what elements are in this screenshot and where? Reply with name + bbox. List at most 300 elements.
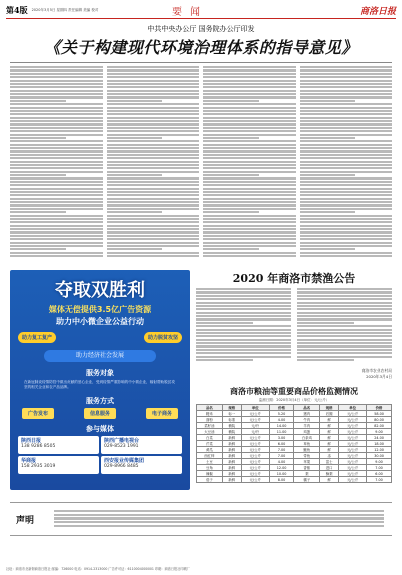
text-line xyxy=(10,238,103,240)
text-line xyxy=(107,140,200,142)
table-cell: 元/公斤 xyxy=(339,477,367,483)
price-table-header: 单位 xyxy=(339,405,367,411)
text-line xyxy=(297,352,392,354)
text-line xyxy=(300,235,393,237)
article-column xyxy=(107,66,200,266)
table-cell: 新鲜 xyxy=(222,453,241,459)
text-line xyxy=(196,335,291,337)
text-line xyxy=(300,242,393,244)
table-cell: 18.00 xyxy=(367,441,392,447)
text-line xyxy=(297,295,392,297)
text-line xyxy=(203,137,259,139)
text-line xyxy=(10,248,66,250)
table-cell: 梨 xyxy=(294,471,320,477)
text-line xyxy=(10,130,103,132)
text-line xyxy=(10,69,103,71)
table-cell: 新鲜 xyxy=(222,447,241,453)
table-cell: 鲜 xyxy=(320,429,339,435)
table-cell: 元/升 xyxy=(241,429,269,435)
text-line xyxy=(107,204,200,206)
text-line xyxy=(203,218,296,220)
text-line xyxy=(300,211,356,213)
text-line xyxy=(203,201,296,203)
text-line xyxy=(203,255,296,257)
ad-method: 广告发布 xyxy=(22,408,54,419)
table-cell: 西红柿 xyxy=(197,453,223,459)
text-line xyxy=(203,184,296,186)
text-line xyxy=(203,76,296,78)
table-cell: 58.00 xyxy=(367,411,392,417)
text-line xyxy=(10,117,103,119)
text-line xyxy=(300,191,393,193)
table-cell: 新鲜 xyxy=(222,435,241,441)
text-line xyxy=(107,157,200,159)
text-line xyxy=(300,198,393,200)
text-line xyxy=(107,154,200,156)
text-line xyxy=(203,154,296,156)
text-line xyxy=(300,110,393,112)
table-cell: 桶装 xyxy=(222,429,241,435)
text-line xyxy=(300,96,393,98)
text-line xyxy=(203,208,296,210)
text-line xyxy=(10,218,103,220)
text-line xyxy=(196,356,291,358)
table-cell: 草鱼 xyxy=(294,441,320,447)
text-line xyxy=(10,100,66,102)
text-line xyxy=(300,76,393,78)
text-line xyxy=(54,521,384,523)
text-line xyxy=(196,349,291,351)
table-cell: 鲜 xyxy=(320,423,339,429)
table-cell: 80.00 xyxy=(367,417,392,423)
text-line xyxy=(10,83,103,85)
text-line xyxy=(300,83,393,85)
text-line xyxy=(10,150,103,152)
text-line xyxy=(10,245,103,247)
ad-method-title: 服务方式 xyxy=(86,397,114,405)
text-line xyxy=(107,167,200,169)
table-cell: 元/公斤 xyxy=(241,441,269,447)
table-cell: 11.00 xyxy=(269,429,294,435)
text-line xyxy=(300,201,393,203)
text-line xyxy=(297,322,354,324)
table-cell: 元/公斤 xyxy=(241,465,269,471)
ad-method: 信息服务 xyxy=(84,408,116,419)
text-line xyxy=(10,235,103,237)
text-line xyxy=(10,93,103,95)
text-line xyxy=(300,147,393,149)
text-line xyxy=(300,66,393,68)
text-line xyxy=(10,127,103,129)
text-line xyxy=(300,73,393,75)
text-line xyxy=(300,221,393,223)
price-table-note: 监测日期：2020年3月4日（单位：元/公斤） xyxy=(258,398,330,402)
table-cell: 标一 xyxy=(222,411,241,417)
ad-method: 电子商务 xyxy=(146,408,178,419)
text-line xyxy=(107,198,200,200)
text-line xyxy=(300,100,356,102)
text-line xyxy=(10,140,103,142)
text-line xyxy=(300,194,393,196)
declaration-block xyxy=(10,502,392,536)
text-line xyxy=(107,69,200,71)
contact-org: 陕西广播电视台 xyxy=(104,438,140,444)
text-line xyxy=(196,342,291,344)
text-line xyxy=(107,100,163,102)
text-line xyxy=(107,150,200,152)
text-line xyxy=(10,188,103,190)
table-cell: 元/公斤 xyxy=(339,435,367,441)
text-line xyxy=(107,130,200,132)
table-cell: 茄子 xyxy=(197,477,223,483)
text-line xyxy=(300,86,393,88)
table-cell: 牛肉 xyxy=(294,417,320,423)
text-line xyxy=(107,188,200,190)
text-line xyxy=(300,164,393,166)
table-cell: 猪肉 xyxy=(294,411,320,417)
text-line xyxy=(107,184,200,186)
ad-contact-card xyxy=(101,436,182,454)
table-cell: 5.20 xyxy=(269,411,294,417)
table-cell: 大豆油 xyxy=(197,429,223,435)
table-cell: 橘子 xyxy=(294,477,320,483)
text-line xyxy=(203,191,296,193)
text-line xyxy=(10,242,103,244)
text-line xyxy=(297,349,392,351)
text-line xyxy=(10,90,103,92)
text-line xyxy=(107,238,200,240)
price-table xyxy=(196,404,392,483)
text-line xyxy=(300,174,356,176)
text-line xyxy=(107,171,200,173)
text-line xyxy=(203,177,296,179)
contact-org: 陕西日报 xyxy=(21,438,42,444)
table-cell: 元/公斤 xyxy=(339,465,367,471)
table-cell: 元/公斤 xyxy=(339,447,367,453)
masthead-left xyxy=(6,5,98,16)
text-line xyxy=(10,76,103,78)
text-line xyxy=(300,140,393,142)
text-line xyxy=(203,134,296,136)
contact-org: 华商报 xyxy=(21,458,37,464)
text-line xyxy=(203,161,296,163)
text-line xyxy=(300,144,393,146)
table-row xyxy=(197,477,392,483)
text-line xyxy=(297,329,392,331)
price-table-header: 规格 xyxy=(320,405,339,411)
table-cell: 9.00 xyxy=(367,429,392,435)
text-line xyxy=(196,312,291,314)
text-line xyxy=(203,238,296,240)
table-cell: 元/公斤 xyxy=(241,471,269,477)
text-line xyxy=(300,103,393,105)
text-line xyxy=(10,157,103,159)
text-line xyxy=(10,191,103,193)
text-line xyxy=(10,147,103,149)
text-line xyxy=(300,177,393,179)
text-line xyxy=(107,120,200,122)
table-cell: 元/公斤 xyxy=(339,471,367,477)
table-cell: 鲜 xyxy=(320,435,339,441)
text-line xyxy=(196,308,291,310)
table-cell: 元/公斤 xyxy=(339,429,367,435)
article-issuer: 中共中央办公厅 国务院办公厅印发 xyxy=(147,25,255,33)
text-line xyxy=(107,194,200,196)
text-line xyxy=(196,315,291,317)
text-line xyxy=(203,211,259,213)
text-line xyxy=(300,171,393,173)
table-cell: 元/公斤 xyxy=(241,453,269,459)
text-line xyxy=(196,295,291,297)
text-line xyxy=(203,181,296,183)
table-cell: 鸡蛋 xyxy=(294,429,320,435)
text-line xyxy=(10,154,103,156)
text-line xyxy=(10,255,103,257)
text-line xyxy=(196,352,291,354)
table-cell: 元/公斤 xyxy=(241,477,269,483)
text-line xyxy=(203,66,296,68)
contact-tel: 029-8966 8485 xyxy=(104,464,139,469)
notice-body xyxy=(196,288,392,361)
table-cell: 香蕉 xyxy=(294,465,320,471)
price-table-header: 单位 xyxy=(241,405,269,411)
table-cell: 7.00 xyxy=(367,477,392,483)
text-line xyxy=(107,164,200,166)
text-line xyxy=(300,218,393,220)
text-line xyxy=(297,339,392,341)
text-line xyxy=(203,110,296,112)
headline-rule xyxy=(10,62,392,63)
text-line xyxy=(10,123,103,125)
text-line xyxy=(107,80,200,82)
text-line xyxy=(300,161,393,163)
text-line xyxy=(196,302,291,304)
table-cell: 进口 xyxy=(320,465,339,471)
text-line xyxy=(300,113,393,115)
text-line xyxy=(203,96,296,98)
text-line xyxy=(300,215,393,217)
text-line xyxy=(300,107,393,109)
table-cell: 粳米 xyxy=(197,411,223,417)
ad-slogan: 夺取双胜利 xyxy=(55,280,145,301)
text-line xyxy=(203,157,296,159)
table-cell: 新鲜 xyxy=(222,459,241,465)
table-cell: 芹菜 xyxy=(197,441,223,447)
text-line xyxy=(196,325,291,327)
ad-contact-card xyxy=(18,456,99,474)
text-line xyxy=(10,215,103,217)
text-line xyxy=(107,248,163,250)
text-line xyxy=(203,235,296,237)
price-table-title: 商洛市粮油等重要商品价格监测情况 xyxy=(230,386,358,396)
text-line xyxy=(297,335,392,337)
ad-line-2: 助力中小微企业公益行动 xyxy=(56,317,144,326)
text-line xyxy=(300,117,393,119)
text-line xyxy=(203,140,296,142)
ad-action-banner: 助力经济社会发展 xyxy=(44,350,156,362)
text-line xyxy=(107,215,200,217)
text-line xyxy=(10,137,66,139)
price-table-header: 价格 xyxy=(367,405,392,411)
text-line xyxy=(107,93,200,95)
text-line xyxy=(300,245,393,247)
table-cell: 元/公斤 xyxy=(339,423,367,429)
table-cell: 酥梨 xyxy=(320,471,339,477)
text-line xyxy=(10,73,103,75)
text-line xyxy=(203,73,296,75)
text-line xyxy=(10,107,103,109)
text-line xyxy=(10,144,103,146)
edition-meta: 2020年3月5日 星期四 责任编辑 美编 校对 xyxy=(31,7,99,12)
table-cell: 白菜 xyxy=(197,435,223,441)
text-line xyxy=(107,235,200,237)
price-table-header: 规格 xyxy=(222,405,241,411)
text-line xyxy=(297,356,392,358)
text-line xyxy=(297,302,392,304)
text-line xyxy=(107,191,200,193)
text-line xyxy=(300,228,393,230)
table-cell: 82.00 xyxy=(367,423,392,429)
section-label: 要闻 xyxy=(172,7,208,18)
text-line xyxy=(54,510,384,512)
text-line xyxy=(196,329,291,331)
text-line xyxy=(300,252,393,254)
table-cell: 元/公斤 xyxy=(241,435,269,441)
text-line xyxy=(10,194,103,196)
text-line xyxy=(107,255,200,257)
text-line xyxy=(107,245,200,247)
table-cell: 3.00 xyxy=(269,435,294,441)
text-line xyxy=(300,80,393,82)
text-line xyxy=(203,225,296,227)
table-cell: 新鲜 xyxy=(222,471,241,477)
table-cell: 元/公斤 xyxy=(339,411,367,417)
text-line xyxy=(107,76,200,78)
text-line xyxy=(107,177,200,179)
text-line xyxy=(107,147,200,149)
table-cell: 元/公斤 xyxy=(339,459,367,465)
text-line xyxy=(300,154,393,156)
text-line xyxy=(300,231,393,233)
text-line xyxy=(297,318,392,320)
contact-tel: 138 9286 8505 xyxy=(21,444,56,449)
text-line xyxy=(196,298,291,300)
table-cell: 4.00 xyxy=(269,459,294,465)
text-line xyxy=(300,123,393,125)
text-line xyxy=(203,215,296,217)
table-cell: 辣椒 xyxy=(197,471,223,477)
text-line xyxy=(10,201,103,203)
text-line xyxy=(300,248,356,250)
text-line xyxy=(203,198,296,200)
text-line xyxy=(107,73,200,75)
newspaper-brand: 商洛日报 xyxy=(359,6,396,17)
article-column xyxy=(300,66,393,266)
text-line xyxy=(10,66,103,68)
table-cell: 6.00 xyxy=(367,471,392,477)
table-cell: 7.00 xyxy=(269,453,294,459)
text-line xyxy=(203,123,296,125)
table-cell: 元/公斤 xyxy=(241,411,269,417)
table-cell: 鲜 xyxy=(320,477,339,483)
notice-title: 2020 年商洛市禁渔公告 xyxy=(232,272,356,285)
text-line xyxy=(196,305,291,307)
text-line xyxy=(297,291,392,293)
table-cell: 后腿 xyxy=(320,411,339,417)
text-line xyxy=(203,93,296,95)
text-line xyxy=(203,188,296,190)
ad-join-title: 参与媒体 xyxy=(86,425,114,433)
contact-tel: 158 2935 3019 xyxy=(21,464,56,469)
text-line xyxy=(107,161,200,163)
text-line xyxy=(10,174,66,176)
text-line xyxy=(107,86,200,88)
text-line xyxy=(203,107,296,109)
article-headline: 《关于构建现代环境治理体系的指导意见》 xyxy=(44,38,358,57)
price-table-header: 品名 xyxy=(294,405,320,411)
table-cell: 元/公斤 xyxy=(241,447,269,453)
text-line xyxy=(107,117,200,119)
table-cell: 元/公斤 xyxy=(339,441,367,447)
text-line xyxy=(297,305,392,307)
text-line xyxy=(196,291,291,293)
text-line xyxy=(107,144,200,146)
text-line xyxy=(54,517,384,519)
text-line xyxy=(107,66,200,68)
declaration-title: 声明 xyxy=(16,516,35,526)
text-line xyxy=(107,137,163,139)
text-line xyxy=(297,288,392,290)
text-line xyxy=(300,184,393,186)
text-line xyxy=(297,325,392,327)
price-table-body xyxy=(197,411,392,483)
contact-org: 西安报业传媒集团 xyxy=(104,458,145,464)
text-line xyxy=(203,174,259,176)
table-cell: 羊肉 xyxy=(294,423,320,429)
text-line xyxy=(203,231,296,233)
text-line xyxy=(203,171,296,173)
table-cell: 4.00 xyxy=(269,417,294,423)
text-line xyxy=(196,288,291,290)
text-line xyxy=(300,181,393,183)
notice-column xyxy=(297,288,392,361)
text-line xyxy=(10,208,103,210)
text-line xyxy=(203,248,259,250)
text-line xyxy=(203,147,296,149)
text-line xyxy=(10,177,103,179)
table-cell: 黄瓜 xyxy=(197,447,223,453)
notice-signature: 商洛市农业农村局 xyxy=(361,368,392,373)
text-line xyxy=(300,90,393,92)
ad-contacts xyxy=(18,436,182,474)
text-line xyxy=(107,83,200,85)
ad-line-1: 媒体无偿提供3.5亿广告资源 xyxy=(48,305,152,314)
table-cell: 12.00 xyxy=(269,465,294,471)
text-line xyxy=(300,69,393,71)
table-cell: 元/升 xyxy=(241,423,269,429)
text-line xyxy=(107,221,200,223)
table-cell: 冻 xyxy=(320,453,339,459)
article-column xyxy=(203,66,296,266)
text-line xyxy=(10,198,103,200)
text-line xyxy=(203,69,296,71)
text-line xyxy=(297,342,392,344)
page-number: 第4版 xyxy=(6,4,28,15)
table-cell: 鲜 xyxy=(320,417,339,423)
text-line xyxy=(203,167,296,169)
table-cell: 元/公斤 xyxy=(339,453,367,459)
text-line xyxy=(300,150,393,152)
